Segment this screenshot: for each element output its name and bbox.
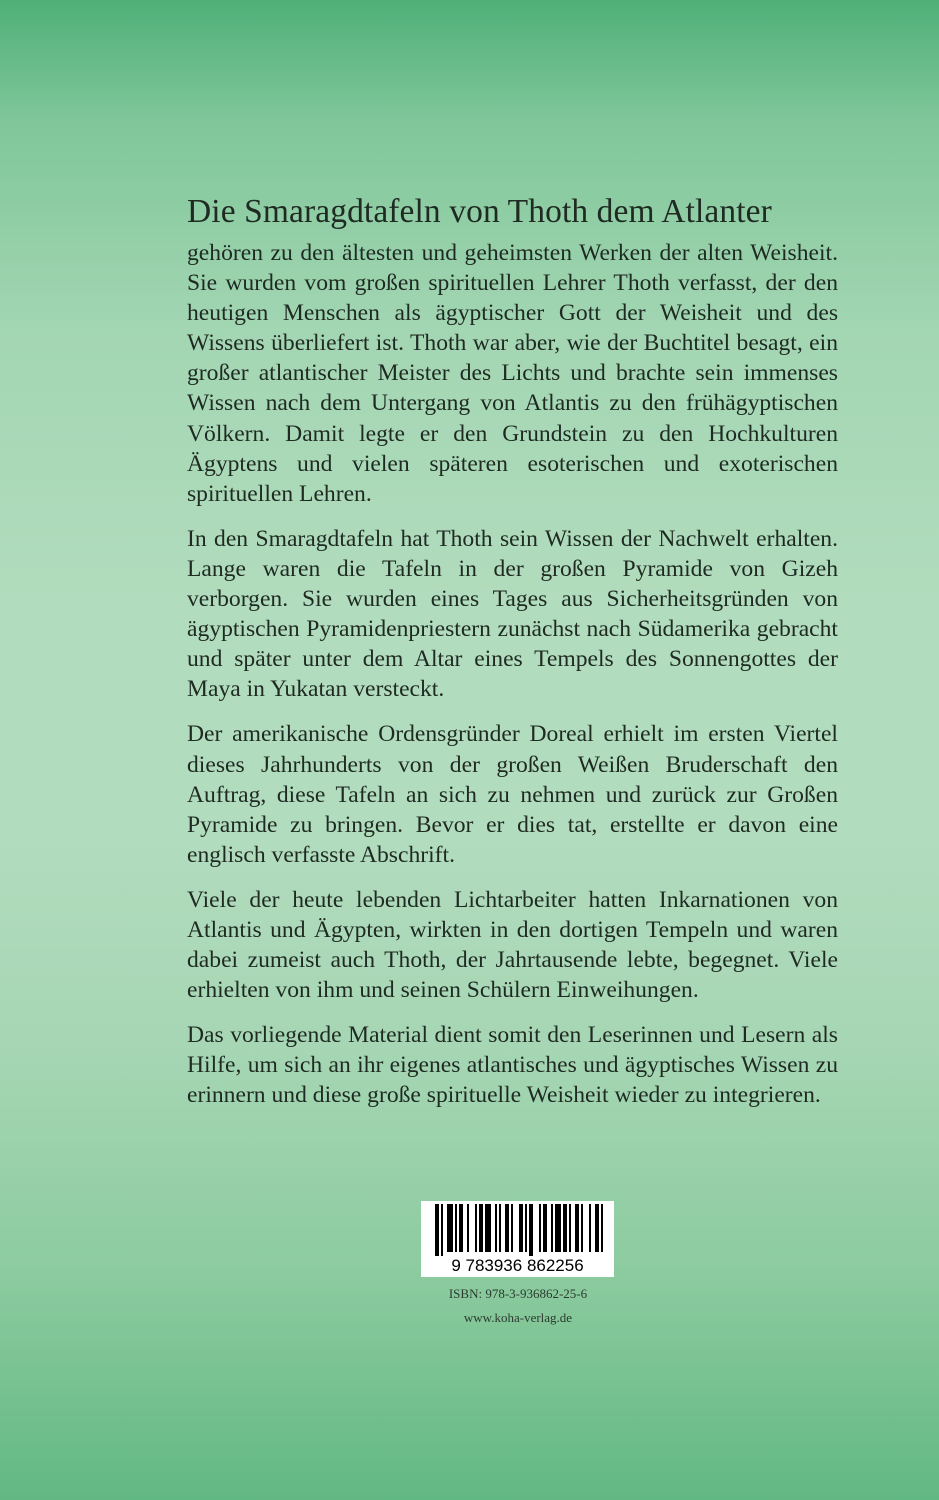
- book-title: Die Smaragdtafeln von Thoth dem Atlanter: [187, 193, 772, 230]
- isbn-text: ISBN: 978-3-936862-25-6: [448, 1286, 588, 1301]
- blurb-paragraph-5: Das vorliegende Material dient somit den Leserinnen und Lesern als Hilfe, um sich an ihr eigenes atlantisches und ägyptisches Wissen zu erinnern und diese große spirituelle Weisheit wieder zu integrieren.: [187, 1022, 838, 1109]
- blurb-paragraph-4: Viele der heute lebenden Lichtarbeiter hatten Inkarnationen von Atlantis und Ägypten, wirkten in den dortigen Tempeln und waren dabei zumeist auch Thoth, der Jahrtausende lebte, begegnet. Viele erhielten von ihm und seinen Schülern Einweihungen.: [187, 886, 838, 1004]
- blurb-paragraph-2: In den Smaragdtafeln hat Thoth sein Wissen der Nachwelt erhalten. Lange waren die Tafeln in der großen Pyramide von Gizeh verborgen. Sie wurden eines Tages aus Sicherheitsgründen von ägyptischen Pyramidenpriestern zunächst nach Südamerika gebracht und später unter dem Altar eines Tempels des Sonnengottes der Maya in Yukatan versteckt.: [187, 525, 838, 703]
- publisher-website: www.koha-verlag.de: [463, 1310, 573, 1325]
- barcode-number: 9 783936 862256: [451, 1256, 584, 1275]
- blurb-paragraph-3: Der amerikanische Ordensgründer Doreal erhielt im ersten Viertel dieses Jahrhunderts von der großen Weißen Bruderschaft den Auftrag, diese Tafeln an sich zu nehmen und zurück zur Großen Pyramide zu bringen. Bevor er dies tat, erstellte er davon eine englisch verfasste Abschrift.: [187, 721, 838, 868]
- barcode: [421, 1201, 614, 1277]
- barcode-graphic: [421, 1201, 614, 1277]
- blurb-paragraph-1: gehören zu den ältesten und geheimsten Werken der alten Weisheit. Sie wurden vom großen spirituellen Lehrer Thoth verfasst, der den heutigen Menschen als ägyptischer Gott der Weisheit und des Wissens überliefert ist. Thoth war aber, wie der Buchtitel besagt, ein großer atlantischer Meister des Lichts und brachte sein immenses Wissen nach dem Untergang von Atlantis zu den frühägyptischen Völkern. Damit legte er den Grundstein zu den Hochkulturen Ägyptens und vielen späteren esoterischen und exoterischen spirituellen Lehren.: [187, 240, 838, 507]
- back-cover-text: [187, 190, 838, 1126]
